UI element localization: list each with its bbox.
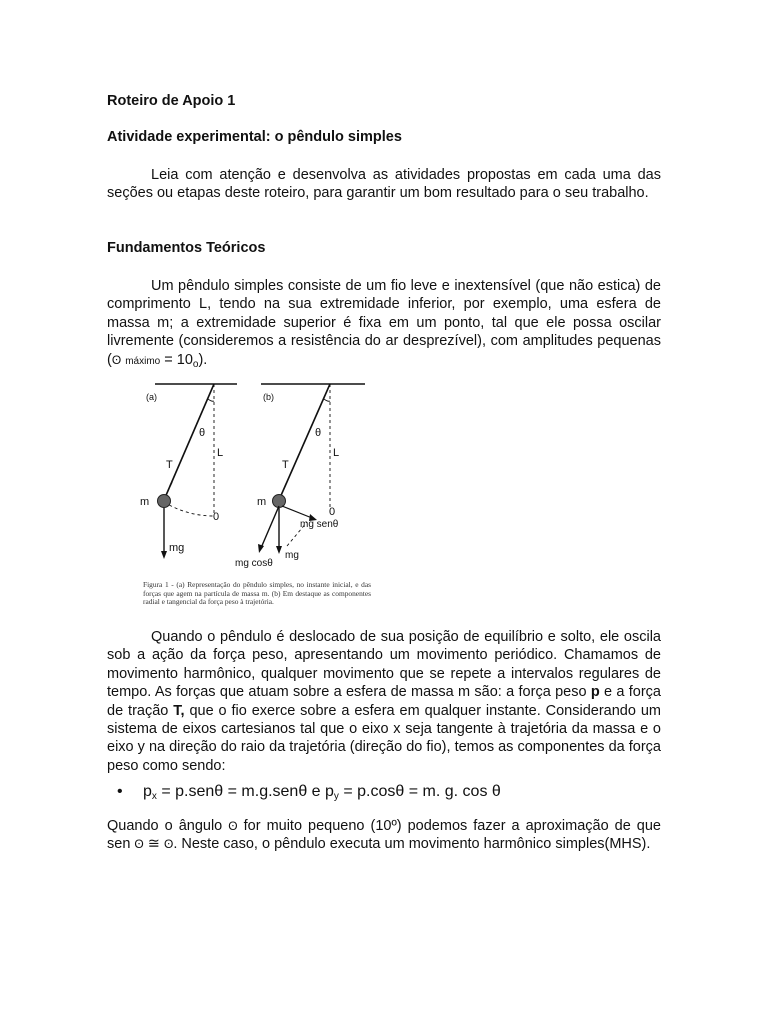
radial-arrow-b [261, 506, 279, 548]
fundamentos-paragraph: Um pêndulo simples consiste de um fio leve e inextensível (que não estica) de comprimento L, tendo na sua extremidade inferior, por exemplo, uma esfera de massa m; a extremidade superior é fixa em um ponto, tal que ele possa oscilar livremente (consideremos a resistência do ar desprezível), com amplitudes pequenas (ʘ máximo = $10_o$). [107, 278, 661, 370]
svg-text:L: L [333, 447, 340, 459]
svg-text:mg cosθ: mg cosθ [235, 558, 273, 569]
svg-text:mg: mg [169, 542, 185, 554]
svg-text:L: L [217, 447, 224, 459]
angle-arc-a [208, 399, 214, 401]
small-angle-paragraph: Quando o ângulo ʘ for muito pequeno (10º) podemos fazer a aproximação de que sen ʘ ≅ ʘ. Neste caso, o pêndulo executa um movimento harmônico simples(MHS). [107, 818, 661, 853]
figure-caption: Figura 1 - (a) Representação do pêndulo simples, no instante inicial, e das forças que agem na partícula de massa m. (b) Em destaque as componentes radial e tangencial da força peso à trajetória. [143, 580, 371, 607]
mass-ball-b [273, 495, 286, 508]
activity-subtitle: Atividade experimental: o pêndulo simples [107, 129, 402, 145]
bullet-icon: • [117, 783, 123, 800]
pendulum-diagram [137, 378, 377, 578]
forces-paragraph: Quando o pêndulo é deslocado de sua posição de equilíbrio e solto, ele oscila sob a ação da força peso, apresentando um movimento periódico. Chamamos de movimento harmônico, qualquer movimento que se repete a intervalos regulares de tempo. As forças que atuam sobre a esfera de massa m são: a força peso p e a força de tração T, que o fio exerce sobre a esfera em qualquer instante. Considerando um sistema de eixos cartesianos tal que o eixo x seja tangente à trajetória da massa e o eixo y na direção do raio da trajetória (direção do fio), temos as componentes da força peso como sendo: [107, 629, 661, 774]
arc-a [164, 502, 214, 516]
svg-text:m: m [257, 496, 267, 508]
label-a: (a) [146, 392, 157, 402]
theta-glyph-icon: ʘ [111, 352, 122, 367]
intro-paragraph: Leia com atenção e desenvolva as atividades propostas em cada uma das seções ou etapas deste roteiro, para garantir um bom resultado para o seu trabalho. [107, 167, 661, 202]
svg-text:0: 0 [213, 511, 220, 523]
mass-ball-a [158, 495, 171, 508]
string-b [279, 384, 330, 500]
theta-glyph-icon: ʘ [228, 819, 238, 833]
theta-glyph-icon: ʘ [134, 837, 144, 852]
tension-arrow-a [170, 482, 172, 486]
label-b: (b) [263, 392, 274, 402]
svg-text:θ: θ [315, 427, 322, 439]
force-components-formula: • $p_x = p.sen\theta = m.g.sen\theta$ e $p_y = p.\cos\theta = m$. g. cos θ [117, 783, 501, 802]
tangential-arrow-b [282, 506, 312, 518]
svg-text:mg: mg [285, 550, 299, 561]
pendulum-figure [137, 378, 377, 618]
svg-text:T: T [282, 459, 289, 471]
approx-icon: ≅ [147, 836, 160, 853]
theta-glyph-icon: ʘ [163, 837, 174, 852]
svg-text:T: T [166, 459, 173, 471]
svg-text:0: 0 [329, 506, 336, 518]
svg-text:mg senθ: mg senθ [300, 519, 339, 530]
svg-text:m: m [140, 496, 150, 508]
document-title: Roteiro de Apoio 1 [107, 93, 236, 109]
section-heading-fundamentos: Fundamentos Teóricos [107, 240, 266, 256]
svg-text:θ: θ [199, 427, 206, 439]
angle-arc-b [324, 399, 330, 401]
